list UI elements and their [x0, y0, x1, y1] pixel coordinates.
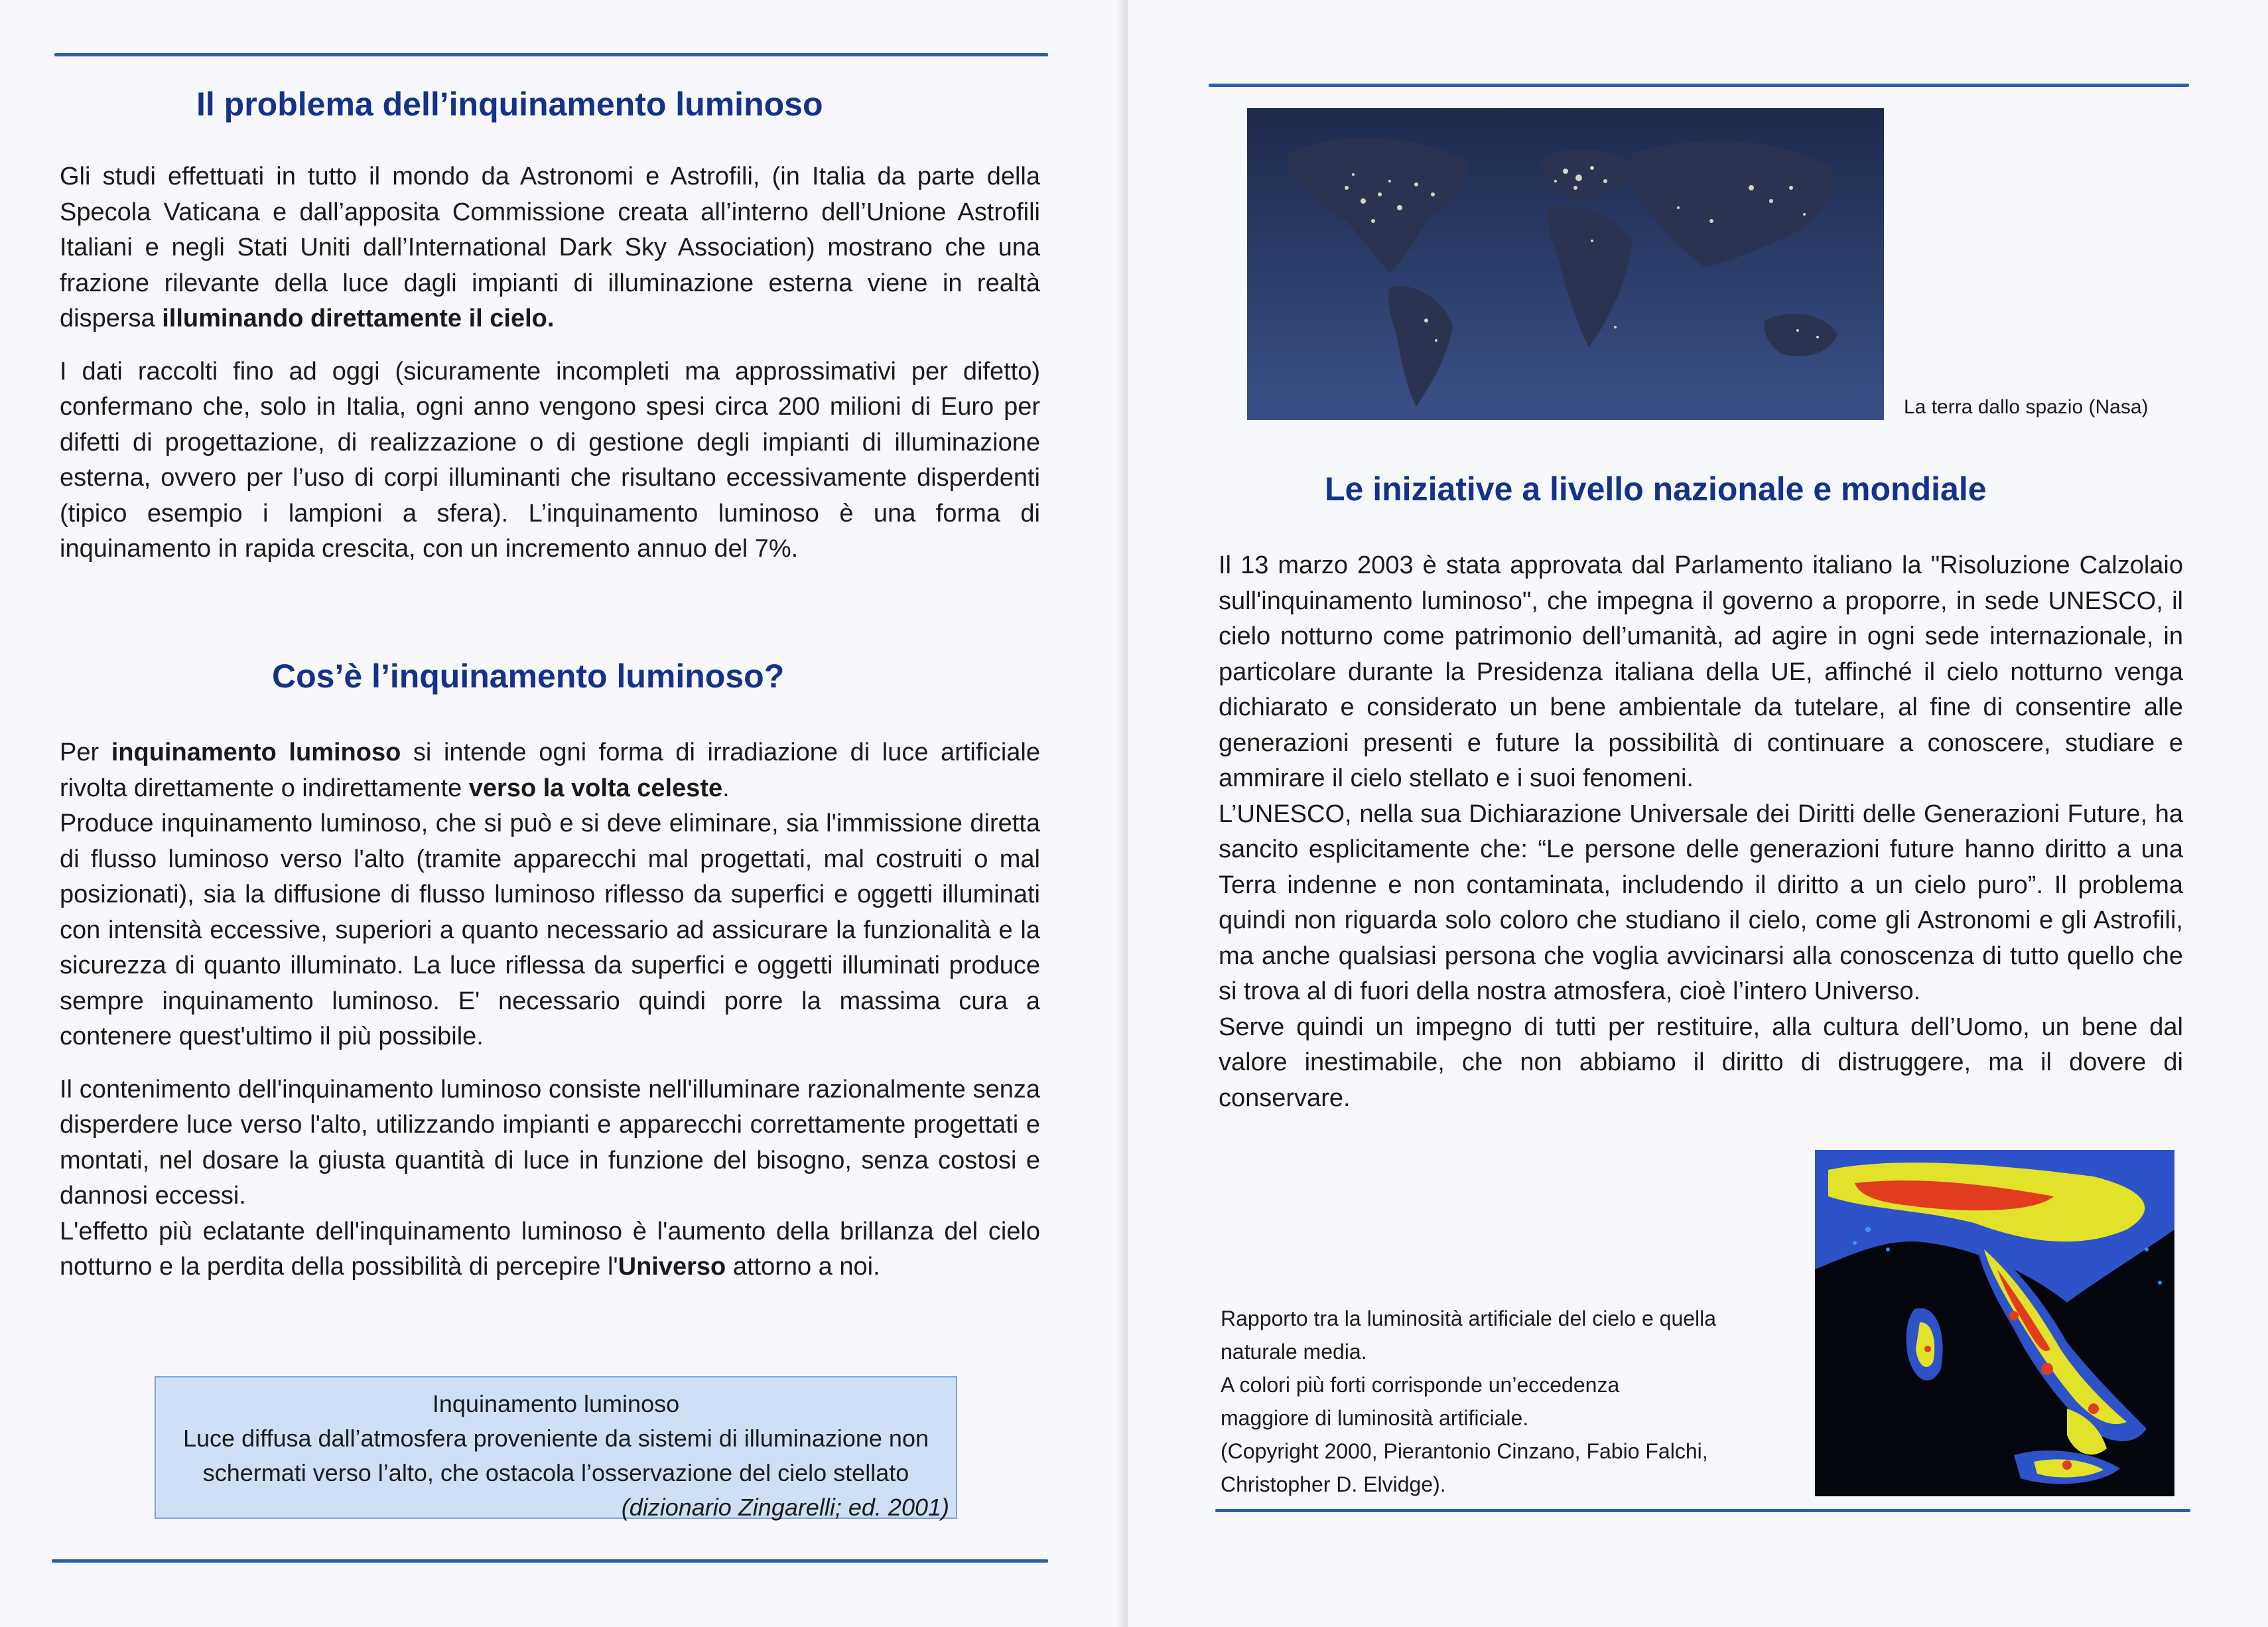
paragraph-resolution: Il 13 marzo 2003 è stata approvata dal Parlamento italiano la "Risoluzione Calzolaio sull'inquinamento luminoso", che impegna il governo a proporre, in sede UNESCO, il cielo notturno come patrimonio dell’umanità, ad agire in ogni sede internazionale, in particolare durante la Presidenza italiana della UE, affinché il cielo notturno venga dichiarato e considerato un bene ambientale da tutelare, al fine di consentire alle generazioni presenti e future la possibilità di continuare a conoscere, studiare e ammirare il cielo stellato e i suoi fenomeni.	[1219, 551, 2183, 792]
paragraph-containment: Il contenimento dell'inquinamento luminoso consiste nell'illuminare razionalmente senza disperdere luce verso l'alto, utilizzando impianti e apparecchi correttamente progettati e montati, nel dosare la giusta quantità di luce in funzione del bisogno, senza costosi e dannosi eccessi.	[60, 1075, 1040, 1210]
map-caption-line-3: A colori più forti corrisponde un’eccedenza	[1221, 1373, 1620, 1397]
heading-national-international-initiatives: Le iniziative a livello nazionale e mondiale	[1325, 470, 1987, 508]
paragraph-effect: L'effetto più eclatante dell'inquinamento luminoso è l'aumento della brillanza del cielo notturno e la perdita della possibilità di percepire l'Universo attorno a noi.	[60, 1217, 1040, 1281]
earth-at-night-photo	[1247, 108, 1884, 420]
sky-brightness-map-image	[1815, 1150, 2174, 1496]
right-page	[1128, 0, 2268, 1627]
paragraph-definition: Per inquinamento luminoso si intende ogni forma di irradiazione di luce artificiale rivolta direttamente o indirettamente verso la volta celeste.	[60, 739, 1040, 802]
map-caption-line-2: naturale media.	[1221, 1340, 1367, 1364]
top-rule-left	[54, 53, 1048, 56]
paragraph-studies: Gli studi effettuati in tutto il mondo da Astronomi e Astrofili, (in Italia da parte della Specola Vaticana e dall’apposita Commissione creata all’interno dell’Unione Astrofili Italiani e negli Stati Uniti dall’International Dark Sky Association) mostrano che una frazione rilevante della luce dagli impianti di illuminazione esterna viene in realtà dispersa illuminando direttamente il cielo.	[60, 163, 1040, 332]
earth-at-night-image	[1247, 108, 1884, 420]
definition-source: (dizionario Zingarelli; ed. 2001)	[621, 1494, 949, 1521]
bottom-rule-right	[1215, 1509, 2190, 1512]
heading-what-is-light-pollution: Cos’è l’inquinamento luminoso?	[272, 658, 785, 695]
definition-term: Inquinamento luminoso	[432, 1390, 680, 1417]
italy-sky-brightness-map	[1815, 1150, 2174, 1496]
definition-box	[155, 1376, 957, 1519]
heading-light-pollution-problem: Il problema dell’inquinamento luminoso	[196, 86, 823, 123]
right-body-text	[1219, 548, 2183, 1116]
top-rule-right	[1209, 84, 2189, 87]
map-caption-line-1: Rapporto tra la luminosità artificiale del cielo e quella	[1221, 1307, 1717, 1330]
earth-photo-caption: La terra dallo spazio (Nasa)	[1904, 396, 2149, 418]
paragraph-unesco: L’UNESCO, nella sua Dichiarazione Universale dei Diritti delle Generazioni Future, ha sancito esplicitamente che: “Le persone delle generazioni future hanno diritto a una Terra indenne e non contaminata, includendo il diritto a un cielo puro”. Il problema quindi non riguarda solo coloro che studiano il cielo, come gli Astronomi e gli Astrofili, ma anche qualsiasi persona che voglia avvicinarsi alla conoscenza di tutto quello che si trova al di fuori della nostra atmosfera, cioè l’intero Universo.	[1219, 800, 2183, 1005]
paragraph-produces: Produce inquinamento luminoso, che si può e si deve eliminare, sia l'immissione diretta di flusso luminoso verso l'alto (tramite apparecchi mal progettati, mal costruiti o mal posizionati), sia la diffusione di flusso luminoso riflesso da superfici e oggetti illuminati con intensità eccessive, superiori a quanto necessario ad assicurare la funzionalità e la sicurezza di quanto illuminato. La luce riflessa da superfici e oggetti illuminati produce sempre inquinamento luminoso. E' necessario quindi porre la massima cura a contenere quest'ultimo il più possibile.	[60, 810, 1040, 1050]
left-page	[0, 0, 1128, 1627]
left-definition-text	[60, 735, 1040, 1285]
bottom-rule-left	[52, 1559, 1048, 1563]
map-caption-line-5: (Copyright 2000, Pierantonio Cinzano, Fabio Falchi,	[1221, 1439, 1708, 1463]
map-caption-line-6: Christopher D. Elvidge).	[1221, 1472, 1446, 1496]
paragraph-commitment: Serve quindi un impegno di tutti per restituire, alla cultura dell’Uomo, un bene dal valore inestimabile, che non abbiamo il diritto di distruggere, ma il dovere di conservare.	[1219, 1013, 2183, 1112]
definition-line-2: schermati verso l’alto, che ostacola l’osservazione del cielo stellato	[202, 1459, 909, 1486]
definition-line-1: Luce diffusa dall’atmosfera proveniente da sistemi di illuminazione non	[183, 1425, 929, 1452]
map-caption	[1221, 1302, 1784, 1501]
paragraph-data-collected: I dati raccolti fino ad oggi (sicuramente incompleti ma approssimativi per difetto) confermano che, solo in Italia, ogni anno vengono spesi circa 200 milioni di Euro per difetti di progettazione, di realizzazione o di gestione degli impianti di illuminazione esterna, ovvero per l’uso di corpi illuminanti che risultano eccessivamente disperdenti (tipico esempio i lampioni a sfera). L’inquinamento luminoso è una forma di inquinamento in rapida crescita, con un incremento annuo del 7%.	[60, 357, 1040, 563]
map-caption-line-4: maggiore di luminosità artificiale.	[1221, 1406, 1529, 1430]
left-intro-text	[60, 159, 1040, 567]
